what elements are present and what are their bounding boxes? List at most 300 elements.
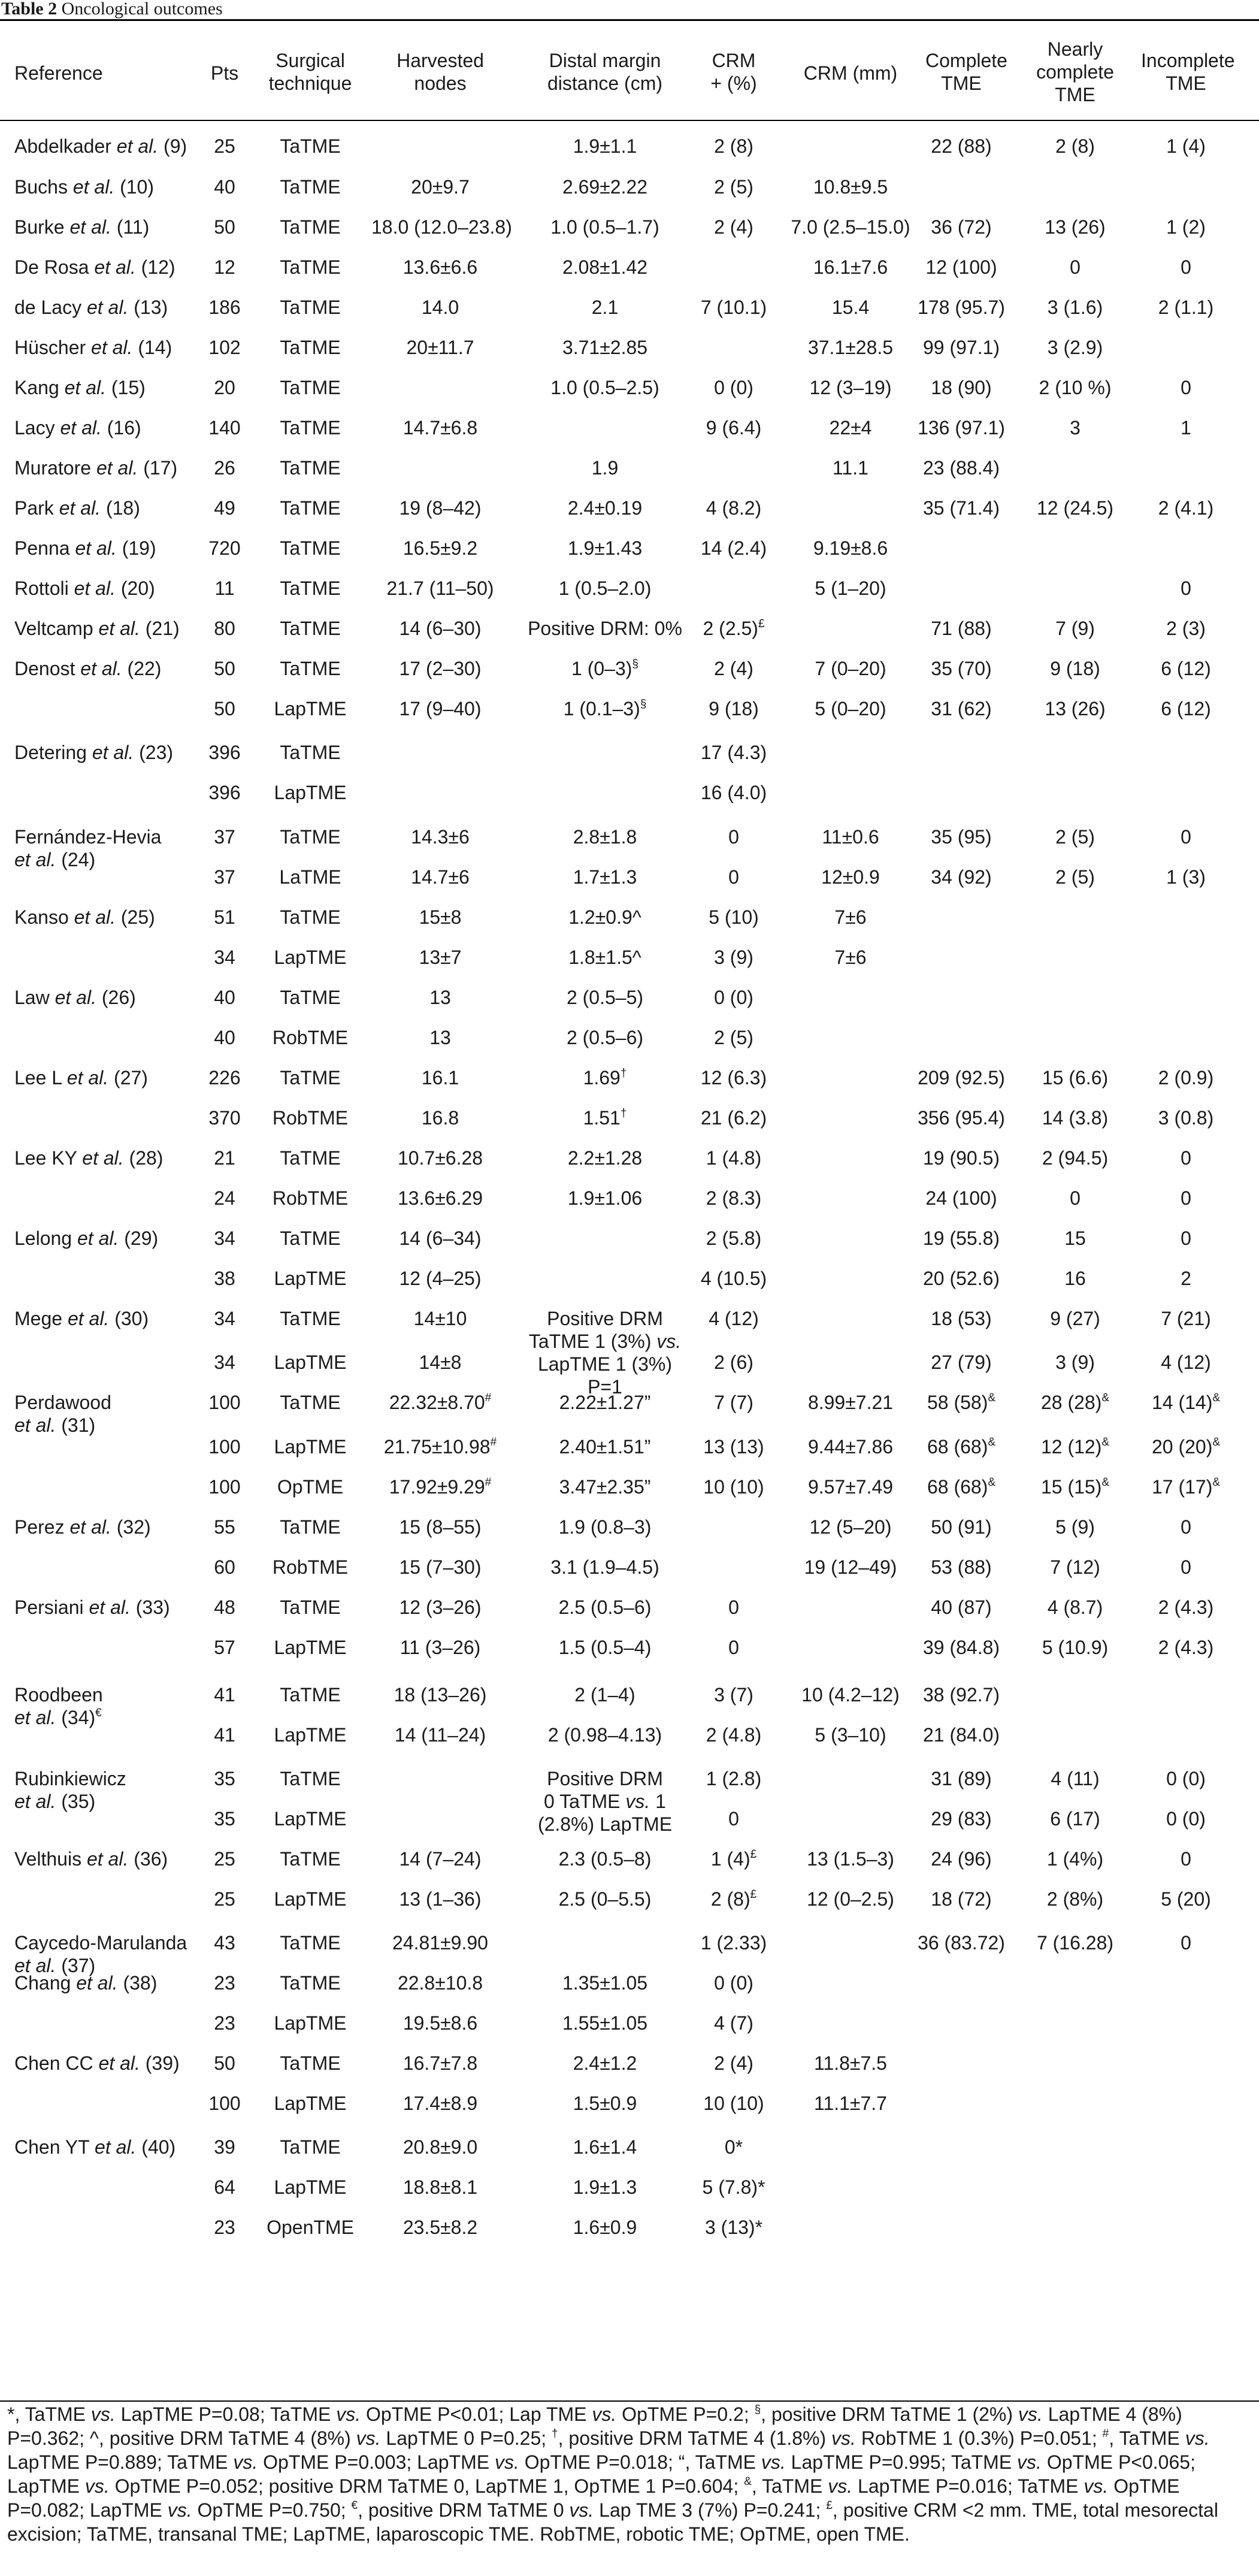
cell-margin: 2.3 (0.5–8) [558,1848,652,1870]
cell-reference: Caycedo-Marulanda et al. (37) [14,1932,187,1976]
cell-margin: 1 (0.5–2.0) [558,578,652,599]
cell-crm-mm: 22±4 [829,417,872,439]
cell-complete: 29 (83) [931,1808,992,1830]
cell-technique: RobTME [272,1187,349,1209]
cell-crm-mm: 16.1±7.6 [813,256,888,278]
cell-crm-pct: 5 (7.8)* [702,2176,765,2198]
cell-technique: TaTME [280,1067,341,1089]
cell-crm-pct: 0 [728,866,739,888]
cell-nearly: 9 (18) [1050,658,1100,679]
cell-margin: 2.08±1.42 [562,256,648,278]
cell-pts: 34 [214,1352,235,1373]
cell-technique: TaTME [280,135,341,157]
cell-crm-pct: 2 (2.5)£ [703,618,765,639]
cell-nodes: 13.6±6.6 [402,256,478,278]
cell-margin: 1 (0–3)§ [571,658,638,679]
cell-crm-pct: 2 (5.8) [706,1227,762,1249]
cell-technique: OpenTME [267,2217,354,2238]
cell-nearly: 3 [1070,417,1081,439]
cell-crm-pct: 0* [724,2136,743,2158]
cell-pts: 51 [214,906,235,928]
cell-pts: 37 [214,826,235,848]
cell-margin: 1.9 (0.8–3) [558,1516,652,1538]
cell-nearly: 2 (8) [1055,135,1095,157]
cell-nodes: 13 [429,1027,451,1048]
cell-incomplete: 1 (4) [1166,135,1206,157]
cell-complete: 35 (95) [931,826,992,848]
cell-nodes: 13 [429,987,451,1008]
cell-incomplete: 0 [1181,1516,1191,1538]
header-technique: Surgical technique [268,50,352,94]
cell-incomplete: 0 [1181,1848,1191,1870]
cell-technique: TaTME [280,497,341,519]
cell-margin: 1.9±1.1 [573,135,637,157]
cell-crm-mm: 7 (0–20) [815,658,886,679]
cell-nodes: 23.5±8.2 [402,2217,478,2238]
cell-crm-mm: 5 (3–10) [815,1724,886,1746]
cell-technique: TaTME [280,1768,341,1789]
cell-crm-pct: 9 (6.4) [706,417,762,439]
cell-pts: 21 [214,1147,235,1169]
cell-pts: 34 [214,1308,235,1329]
cell-pts: 20 [214,377,235,398]
cell-crm-pct: 2 (4) [714,216,753,238]
cell-nodes: 14.7±6 [411,866,470,888]
cell-pts: 396 [208,782,241,803]
cell-pts: 100 [208,1476,241,1498]
cell-crm-pct: 16 (4.0) [700,782,767,803]
cell-crm-pct: 0 [728,1597,739,1618]
table-title: Oncological outcomes [61,0,223,19]
cell-margin: 2.5 (0–5.5) [558,1888,652,1910]
cell-crm-mm: 9.44±7.86 [807,1436,894,1458]
header-margin: Distal margin distance (cm) [547,50,663,94]
cell-reference: Mege et al. (30) [14,1308,149,1329]
cell-pts: 40 [214,176,235,198]
cell-margin: 3.47±2.35” [559,1476,651,1498]
cell-complete: 209 (92.5) [918,1067,1005,1089]
cell-complete: 12 (100) [925,256,997,278]
cell-technique: TaTME [280,176,341,198]
cell-incomplete: 0 [1181,1187,1191,1209]
cell-pts: 80 [214,618,235,639]
cell-crm-pct: 4 (7) [714,2012,753,2034]
cell-pts: 38 [214,1268,235,1289]
cell-margin: 1.8±1.5^ [568,947,641,968]
cell-nodes: 11 (3–26) [400,1637,481,1658]
cell-complete: 24 (100) [925,1187,997,1209]
header-rule [0,120,1259,121]
cell-nearly: 0 [1070,1187,1081,1209]
cell-incomplete: 0 [1181,826,1191,848]
cell-nodes: 14±8 [419,1352,462,1373]
cell-technique: LapTME [274,2093,347,2114]
cell-margin: 1.9±1.3 [573,2176,637,2198]
cell-pts: 34 [214,947,235,968]
cell-crm-mm: 13 (1.5–3) [807,1848,894,1870]
cell-pts: 40 [214,987,235,1008]
cell-incomplete: 2 (4.3) [1158,1637,1214,1658]
cell-margin: 1 (0.1–3)§ [563,698,647,719]
cell-nodes: 14.0 [421,297,459,318]
cell-technique: TaTME [280,2052,341,2074]
cell-incomplete: 0 [1181,256,1191,278]
cell-technique: TaTME [280,1684,341,1706]
cell-technique: LapTME [274,2012,347,2034]
cell-technique: TaTME [280,537,341,559]
cell-margin: 2.2±1.28 [567,1147,643,1169]
cell-pts: 55 [214,1516,235,1538]
cell-reference: Lee KY et al. (28) [14,1147,164,1169]
cell-complete: 18 (53) [931,1308,992,1329]
cell-technique: TaTME [280,337,341,358]
cell-crm-pct: 10 (10) [703,1476,764,1498]
cell-nodes: 16.1 [421,1067,459,1089]
cell-nodes: 17 (9–40) [399,698,482,719]
cell-nodes: 17.92±9.29# [389,1476,492,1498]
cell-technique: TaTME [280,578,341,599]
table-caption [1,0,223,19]
cell-crm-pct: 9 (18) [709,698,759,719]
cell-margin: 2.40±1.51” [559,1436,651,1458]
cell-margin: 1.51† [583,1107,627,1129]
header-reference: Reference [14,62,103,84]
cell-crm-pct: 2 (4) [714,658,753,679]
cell-incomplete: 0 (0) [1166,1808,1206,1830]
cell-pts: 35 [214,1768,235,1789]
cell-reference: Rubinkiewicz et al. (35) [14,1768,126,1812]
cell-technique: TaTME [280,1227,341,1249]
cell-complete: 68 (68)& [927,1476,996,1498]
cell-nodes: 18.8±8.1 [402,2176,478,2198]
header-nodes: Harvested nodes [397,50,484,94]
cell-nearly: 2 (10 %) [1039,377,1112,398]
cell-nearly: 7 (12) [1050,1556,1100,1578]
cell-complete: 71 (88) [931,618,992,639]
cell-reference: Buchs et al. (10) [14,176,154,198]
header-incomplete: Incomplete TME [1141,50,1235,94]
cell-crm-pct: 3 (9) [714,947,753,968]
cell-margin: Positive DRM TaTME 1 (3%) vs. LapTME 1 (3%) P=1 [528,1308,682,1398]
cell-nearly: 15 (15)& [1040,1476,1110,1498]
cell-crm-pct: 4 (12) [709,1308,759,1329]
cell-pts: 23 [214,1972,235,1994]
cell-crm-pct: 2 (5) [714,1027,753,1048]
cell-pts: 370 [208,1107,241,1129]
cell-technique: TaTME [280,256,341,278]
cell-technique: LapTME [274,1436,347,1458]
cell-incomplete: 2 [1181,1268,1191,1289]
cell-complete: 18 (90) [931,377,992,398]
cell-nearly: 4 (11) [1051,1768,1100,1789]
cell-technique: TaTME [280,417,341,439]
cell-nodes: 21.75±10.98# [383,1436,497,1458]
cell-pts: 60 [214,1556,235,1578]
cell-nodes: 17 (2–30) [399,658,482,679]
cell-margin: 1.35±1.05 [562,1972,648,1994]
cell-pts: 50 [214,658,235,679]
cell-pts: 12 [214,256,235,278]
cell-crm-pct: 1 (2.33) [700,1932,767,1954]
cell-nodes: 14.3±6 [411,826,470,848]
cell-nodes: 16.8 [421,1107,459,1129]
cell-reference: de Lacy et al. (13) [14,297,168,318]
cell-margin: 2.4±1.2 [573,2052,637,2074]
cell-nodes: 13 (1–36) [399,1888,482,1910]
cell-technique: TaTME [280,377,341,398]
cell-complete: 23 (88.4) [922,457,1000,479]
cell-pts: 186 [208,297,241,318]
cell-crm-pct: 12 (6.3) [700,1067,767,1089]
cell-crm-pct: 5 (10) [709,906,759,928]
cell-nearly: 12 (12)& [1040,1436,1110,1458]
cell-pts: 23 [214,2012,235,2034]
cell-technique: LapTME [274,698,347,719]
cell-crm-pct: 2 (5) [714,176,753,198]
cell-complete: 178 (95.7) [918,297,1005,318]
cell-crm-mm: 7±6 [834,947,867,968]
cell-incomplete: 0 [1181,1147,1191,1169]
cell-nearly: 15 [1064,1227,1086,1249]
cell-incomplete: 1 (3) [1166,866,1206,888]
cell-incomplete: 0 [1181,1227,1191,1249]
cell-complete: 20 (52.6) [922,1268,1000,1289]
cell-reference: Penna et al. (19) [14,537,156,559]
cell-reference: Fernández-Hevia et al. (24) [14,826,162,870]
cell-crm-mm: 12 (0–2.5) [807,1888,894,1910]
cell-technique: LapTME [274,1888,347,1910]
cell-complete: 68 (68)& [927,1436,996,1458]
cell-reference: Burke et al. (11) [14,216,150,238]
cell-margin: 1.0 (0.5–2.5) [550,377,659,398]
cell-margin: 1.0 (0.5–1.7) [550,216,659,238]
cell-margin: 1.9±1.43 [567,537,643,559]
cell-crm-pct: 0 (0) [714,987,753,1008]
cell-technique: OpTME [277,1476,344,1498]
cell-nodes: 17.4±8.9 [402,2093,478,2114]
cell-crm-mm: 12±0.9 [821,866,880,888]
cell-technique: TaTME [280,1597,341,1618]
cell-margin: 1.6±1.4 [573,2136,637,2158]
cell-margin: 1.9 [591,457,619,479]
cell-complete: 40 (87) [931,1597,992,1618]
cell-incomplete: 2 (4.3) [1158,1597,1214,1618]
cell-crm-pct: 10 (10) [703,2093,764,2114]
cell-nodes: 12 (3–26) [399,1597,482,1618]
cell-margin: Positive DRM 0 TaTME vs. 1 (2.8%) LapTME [537,1768,673,1835]
cell-reference: De Rosa et al. (12) [14,256,175,278]
cell-incomplete: 6 (12) [1161,698,1211,719]
table-label: Table 2 [1,0,57,19]
cell-nearly: 13 (26) [1045,698,1106,719]
header-crm-pct: CRM + (%) [710,50,757,94]
cell-nearly: 5 (10.9) [1042,1637,1109,1658]
cell-nodes: 16.5±9.2 [402,537,478,559]
cell-reference: Chen CC et al. (39) [14,2052,180,2074]
cell-crm-pct: 14 (2.4) [700,537,767,559]
cell-complete: 24 (96) [931,1848,992,1870]
cell-crm-mm: 9.19±8.6 [813,537,888,559]
cell-technique: TaTME [280,658,341,679]
cell-nodes: 14 (6–30) [399,618,482,639]
cell-technique: LapTME [274,1268,347,1289]
table-footnote: *, TaTME vs. LapTME P=0.08; TaTME vs. OpTME P<0.01; Lap TME vs. OpTME P=0.2; §, positive DRM TaTME 1 (2%) vs. LapTME 4 (8%) P=0.362; ^, positive DRM TaTME 4 (8%) vs. LapTME 0 P=0.25; †, positive DRM TaTME 4 (1.8%) vs. RobTME 1 (0.3%) P=0.051; #, TaTME vs. LapTME P=0.889; TaTME vs. OpTME P=0.003; LapTME vs. OpTME P=0.018; “, TaTME vs. LapTME P=0.995; TaTME vs. OpTME P<0.065; LapTME vs. OpTME P=0.052; positive DRM TaTME 0, LapTME 1, OpTME 1 P=0.604; &, TaTME vs. LapTME P=0.016; TaTME vs. OpTME P=0.082; LapTME vs. OpTME P=0.750; €, positive DRM TaTME 0 vs. Lap TME 3 (7%) P=0.241; £, positive CRM <2 mm. TME, total mesorectal excision; TaTME, transanal TME; LapTME, laparoscopic TME. RobTME, robotic TME; OpTME, open TME. [7,2403,1218,2545]
cell-technique: TaTME [280,826,341,848]
cell-incomplete: 14 (14)& [1151,1392,1221,1413]
cell-complete: 35 (70) [931,658,992,679]
cell-technique: TaTME [280,1392,341,1413]
cell-technique: LapTME [274,2176,347,2198]
cell-technique: TaTME [280,618,341,639]
cell-crm-mm: 8.99±7.21 [807,1392,894,1413]
cell-nearly: 6 (17) [1050,1808,1100,1830]
cell-reference: Abdelkader et al. (9) [14,135,187,157]
cell-nodes: 18.0 (12.0–23.8) [371,216,512,238]
cell-pts: 43 [214,1932,235,1954]
cell-nearly: 15 (6.6) [1042,1067,1109,1089]
cell-pts: 102 [208,337,241,358]
cell-incomplete: 1 [1181,417,1191,439]
cell-nodes: 18 (13–26) [394,1684,487,1706]
cell-nearly: 28 (28)& [1040,1392,1110,1413]
cell-complete: 36 (72) [931,216,992,238]
cell-crm-mm: 9.57±7.49 [807,1476,894,1498]
cell-technique: LapTME [274,782,347,803]
cell-technique: LapTME [274,1352,347,1373]
cell-technique: TaTME [280,906,341,928]
cell-pts: 57 [214,1637,235,1658]
cell-complete: 53 (88) [931,1556,992,1578]
cell-nearly: 16 [1064,1268,1086,1289]
cell-nearly: 2 (8%) [1046,1888,1104,1910]
cell-incomplete: 4 (12) [1161,1352,1211,1373]
cell-complete: 136 (97.1) [918,417,1005,439]
cell-technique: TaTME [280,297,341,318]
cell-crm-pct: 2 (8.3) [706,1187,762,1209]
cell-reference: Denost et al. (22) [14,658,162,679]
cell-reference: Detering et al. (23) [14,742,174,763]
cell-crm-pct: 13 (13) [703,1436,764,1458]
cell-pts: 39 [214,2136,235,2158]
cell-margin: 3.1 (1.9–4.5) [550,1556,659,1578]
cell-nearly: 5 (9) [1055,1516,1095,1538]
cell-nodes: 12 (4–25) [399,1268,482,1289]
cell-nodes: 15 (7–30) [399,1556,482,1578]
cell-crm-mm: 5 (1–20) [815,578,886,599]
cell-nodes: 10.7±6.28 [397,1147,483,1169]
cell-technique: LapTME [274,1724,347,1746]
cell-complete: 58 (58)& [927,1392,996,1413]
cell-pts: 50 [214,216,235,238]
cell-crm-pct: 2 (8)£ [710,1888,757,1910]
cell-crm-pct: 0 (0) [714,1972,753,1994]
cell-technique: TaTME [280,1147,341,1169]
cell-crm-pct: 4 (8.2) [706,497,762,519]
cell-technique: TaTME [280,742,341,763]
cell-crm-pct: 2 (8) [714,135,753,157]
cell-pts: 37 [214,866,235,888]
cell-complete: 50 (91) [931,1516,992,1538]
cell-complete: 31 (62) [931,698,992,719]
cell-reference: Velthuis et al. (36) [14,1848,168,1870]
cell-incomplete: 7 (21) [1161,1308,1211,1329]
cell-crm-mm: 12 (5–20) [809,1516,892,1538]
cell-pts: 35 [214,1808,235,1830]
cell-pts: 50 [214,698,235,719]
cell-reference: Kang et al. (15) [14,377,146,398]
cell-reference: Perez et al. (32) [14,1516,151,1538]
cell-reference: Roodbeen et al. (34)€ [14,1684,103,1728]
cell-crm-pct: 1 (4)£ [710,1848,757,1870]
cell-technique: LapTME [274,947,347,968]
cell-technique: LapTME [274,1808,347,1830]
cell-reference: Chang et al. (38) [14,1972,158,1994]
cell-crm-pct: 21 (6.2) [700,1107,767,1129]
cell-crm-pct: 1 (2.8) [706,1768,762,1789]
cell-crm-pct: 4 (10.5) [700,1268,767,1289]
cell-nodes: 19.5±8.6 [402,2012,478,2034]
header-crm-mm: CRM (mm) [803,62,898,84]
cell-nodes: 20.8±9.0 [402,2136,478,2158]
cell-margin: 3.71±2.85 [562,337,648,358]
cell-incomplete: 0 [1181,1932,1191,1954]
cell-nearly: 4 (8.7) [1047,1597,1103,1618]
cell-margin: 1.7±1.3 [573,866,637,888]
cell-nearly: 7 (9) [1055,618,1095,639]
cell-crm-mm: 10.8±9.5 [813,176,888,198]
cell-technique: RobTME [272,1027,349,1048]
cell-pts: 24 [214,1187,235,1209]
cell-margin: 1.55±1.05 [562,2012,648,2034]
cell-incomplete: 2 (3) [1166,618,1206,639]
cell-nodes: 13±7 [419,947,462,968]
cell-incomplete: 5 (20) [1161,1888,1211,1910]
cell-nearly: 0 [1070,256,1081,278]
cell-technique: RobTME [272,1556,349,1578]
cell-reference: Lelong et al. (29) [14,1227,159,1249]
cell-margin: 2 (0.98–4.13) [547,1724,662,1746]
cell-technique: TaTME [280,216,341,238]
cell-pts: 41 [214,1724,235,1746]
cell-pts: 100 [208,1436,241,1458]
cell-pts: 226 [208,1067,241,1089]
cell-crm-pct: 17 (4.3) [700,742,767,763]
cell-margin: 1.5 (0.5–4) [558,1637,652,1658]
cell-crm-pct: 0 (0) [714,377,753,398]
cell-nodes: 14 (6–34) [399,1227,482,1249]
cell-nearly: 14 (3.8) [1042,1107,1109,1129]
cell-pts: 396 [208,742,241,763]
cell-pts: 25 [214,135,235,157]
cell-nearly: 13 (26) [1045,216,1106,238]
cell-margin: 2.4±0.19 [567,497,643,519]
cell-margin: 2.22±1.27” [559,1392,651,1413]
cell-crm-mm: 37.1±28.5 [807,337,894,358]
cell-pts: 720 [208,537,241,559]
cell-nearly: 2 (5) [1055,866,1095,888]
cell-margin: 2.5 (0.5–6) [558,1597,652,1618]
cell-technique: TaTME [280,2136,341,2158]
cell-margin: 2.69±2.22 [562,176,648,198]
cell-technique: TaTME [280,1932,341,1954]
cell-pts: 11 [214,578,235,599]
cell-margin: 2 (1–4) [574,1684,635,1706]
cell-nearly: 3 (1.6) [1047,297,1103,318]
cell-margin: 2 (0.5–5) [566,987,644,1008]
cell-crm-mm: 5 (0–20) [815,698,886,719]
cell-margin: 1.9±1.06 [567,1187,643,1209]
header-pts: Pts [210,62,239,84]
